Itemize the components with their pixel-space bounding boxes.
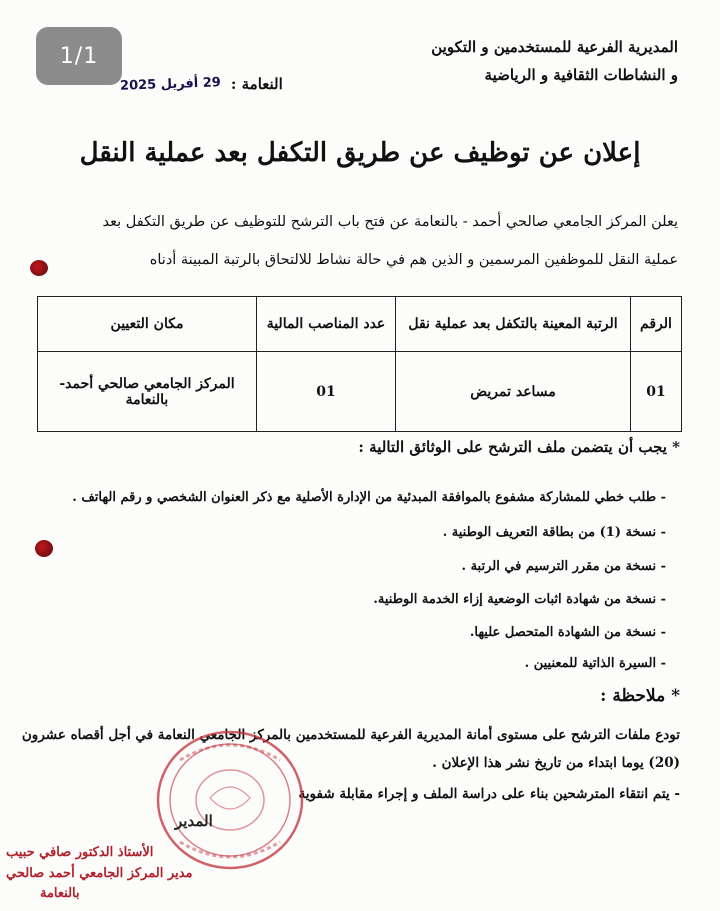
page-counter-badge: 1/1 bbox=[36, 27, 122, 85]
list-item: - نسخة من مقرر الترسيم في الرتبة . bbox=[461, 559, 666, 574]
director-label: المدير bbox=[175, 812, 213, 830]
list-item: - نسخة (1) من بطاقة التعريف الوطنية . bbox=[442, 525, 666, 540]
signatory-place: بالنعامة bbox=[40, 886, 80, 901]
ink-blot-mark bbox=[30, 260, 48, 276]
col-grade-header: الرتبة المعينة بالتكفل بعد عملية نقل bbox=[396, 297, 631, 352]
signatory-title: مدير المركز الجامعي أحمد صالحي bbox=[6, 866, 193, 881]
intro-line-1: يعلن المركز الجامعي صالحي أحمد - بالنعامة عن فتح باب الترشح للتوظيف عن طريق التكفل بعد bbox=[102, 214, 678, 230]
header-line-2: و النشاطات الثقافية و الرياضية bbox=[484, 66, 678, 84]
ink-blot-mark bbox=[35, 540, 53, 557]
cell-location: المركز الجامعي صالحي أحمد- بالنعامة bbox=[38, 352, 257, 432]
cell-count: 01 bbox=[257, 352, 396, 432]
intro-line-2: عملية النقل للموظفين المرسمين و الذين هم في حالة نشاط للالتحاق بالرتبة المبينة أدناه bbox=[149, 252, 678, 268]
table-row bbox=[38, 352, 682, 432]
header-line-1: المديرية الفرعية للمستخدمين و التكوين bbox=[431, 38, 678, 56]
place-date bbox=[120, 75, 283, 93]
list-item: - نسخة من الشهادة المتحصل عليها. bbox=[469, 625, 666, 640]
announcement-title: إعلان عن توظيف عن طريق التكفل بعد عملية النقل bbox=[79, 138, 641, 168]
note-heading: * ملاحظة : bbox=[600, 686, 680, 706]
note-line-2: (20) يوما ابتداء من تاريخ نشر هذا الإعلان . bbox=[432, 755, 680, 771]
documents-heading: * يجب أن يتضمن ملف الترشح على الوثائق التالية : bbox=[358, 438, 680, 456]
note-line-3: - يتم انتقاء المترشحين بناء على دراسة الملف و إجراء مقابلة شفوية bbox=[298, 786, 680, 802]
signatory-name: الأستاذ الدكتور صافي حبيب bbox=[6, 845, 154, 860]
cell-number: 01 bbox=[631, 352, 682, 432]
note-line-1: تودع ملفات الترشح على مستوى أمانة المديرية الفرعية للمستخدمين بالمركز الجامعي النعامة في أجل أقصاه عشرون bbox=[21, 727, 680, 743]
list-item: - نسخة من شهادة اثبات الوضعية إزاء الخدمة الوطنية. bbox=[373, 592, 666, 607]
place-label: النعامة : bbox=[230, 75, 283, 93]
col-number-header: الرقم bbox=[631, 297, 682, 352]
official-stamp bbox=[140, 720, 320, 880]
positions-table bbox=[37, 296, 682, 432]
list-item: - طلب خطي للمشاركة مشفوع بالموافقة المبدئية من الإدارة الأصلية مع ذكر العنوان الشخصي و رقم الهاتف . bbox=[72, 490, 666, 505]
table-header-row bbox=[38, 297, 682, 352]
handwritten-date: 29 أفريل 2025 bbox=[119, 74, 222, 94]
col-count-header: عدد المناصب المالية bbox=[257, 297, 396, 352]
col-location-header: مكان التعيين bbox=[38, 297, 257, 352]
cell-grade: مساعد تمريض bbox=[396, 352, 631, 432]
list-item: - السيرة الذاتية للمعنيين . bbox=[524, 656, 666, 671]
